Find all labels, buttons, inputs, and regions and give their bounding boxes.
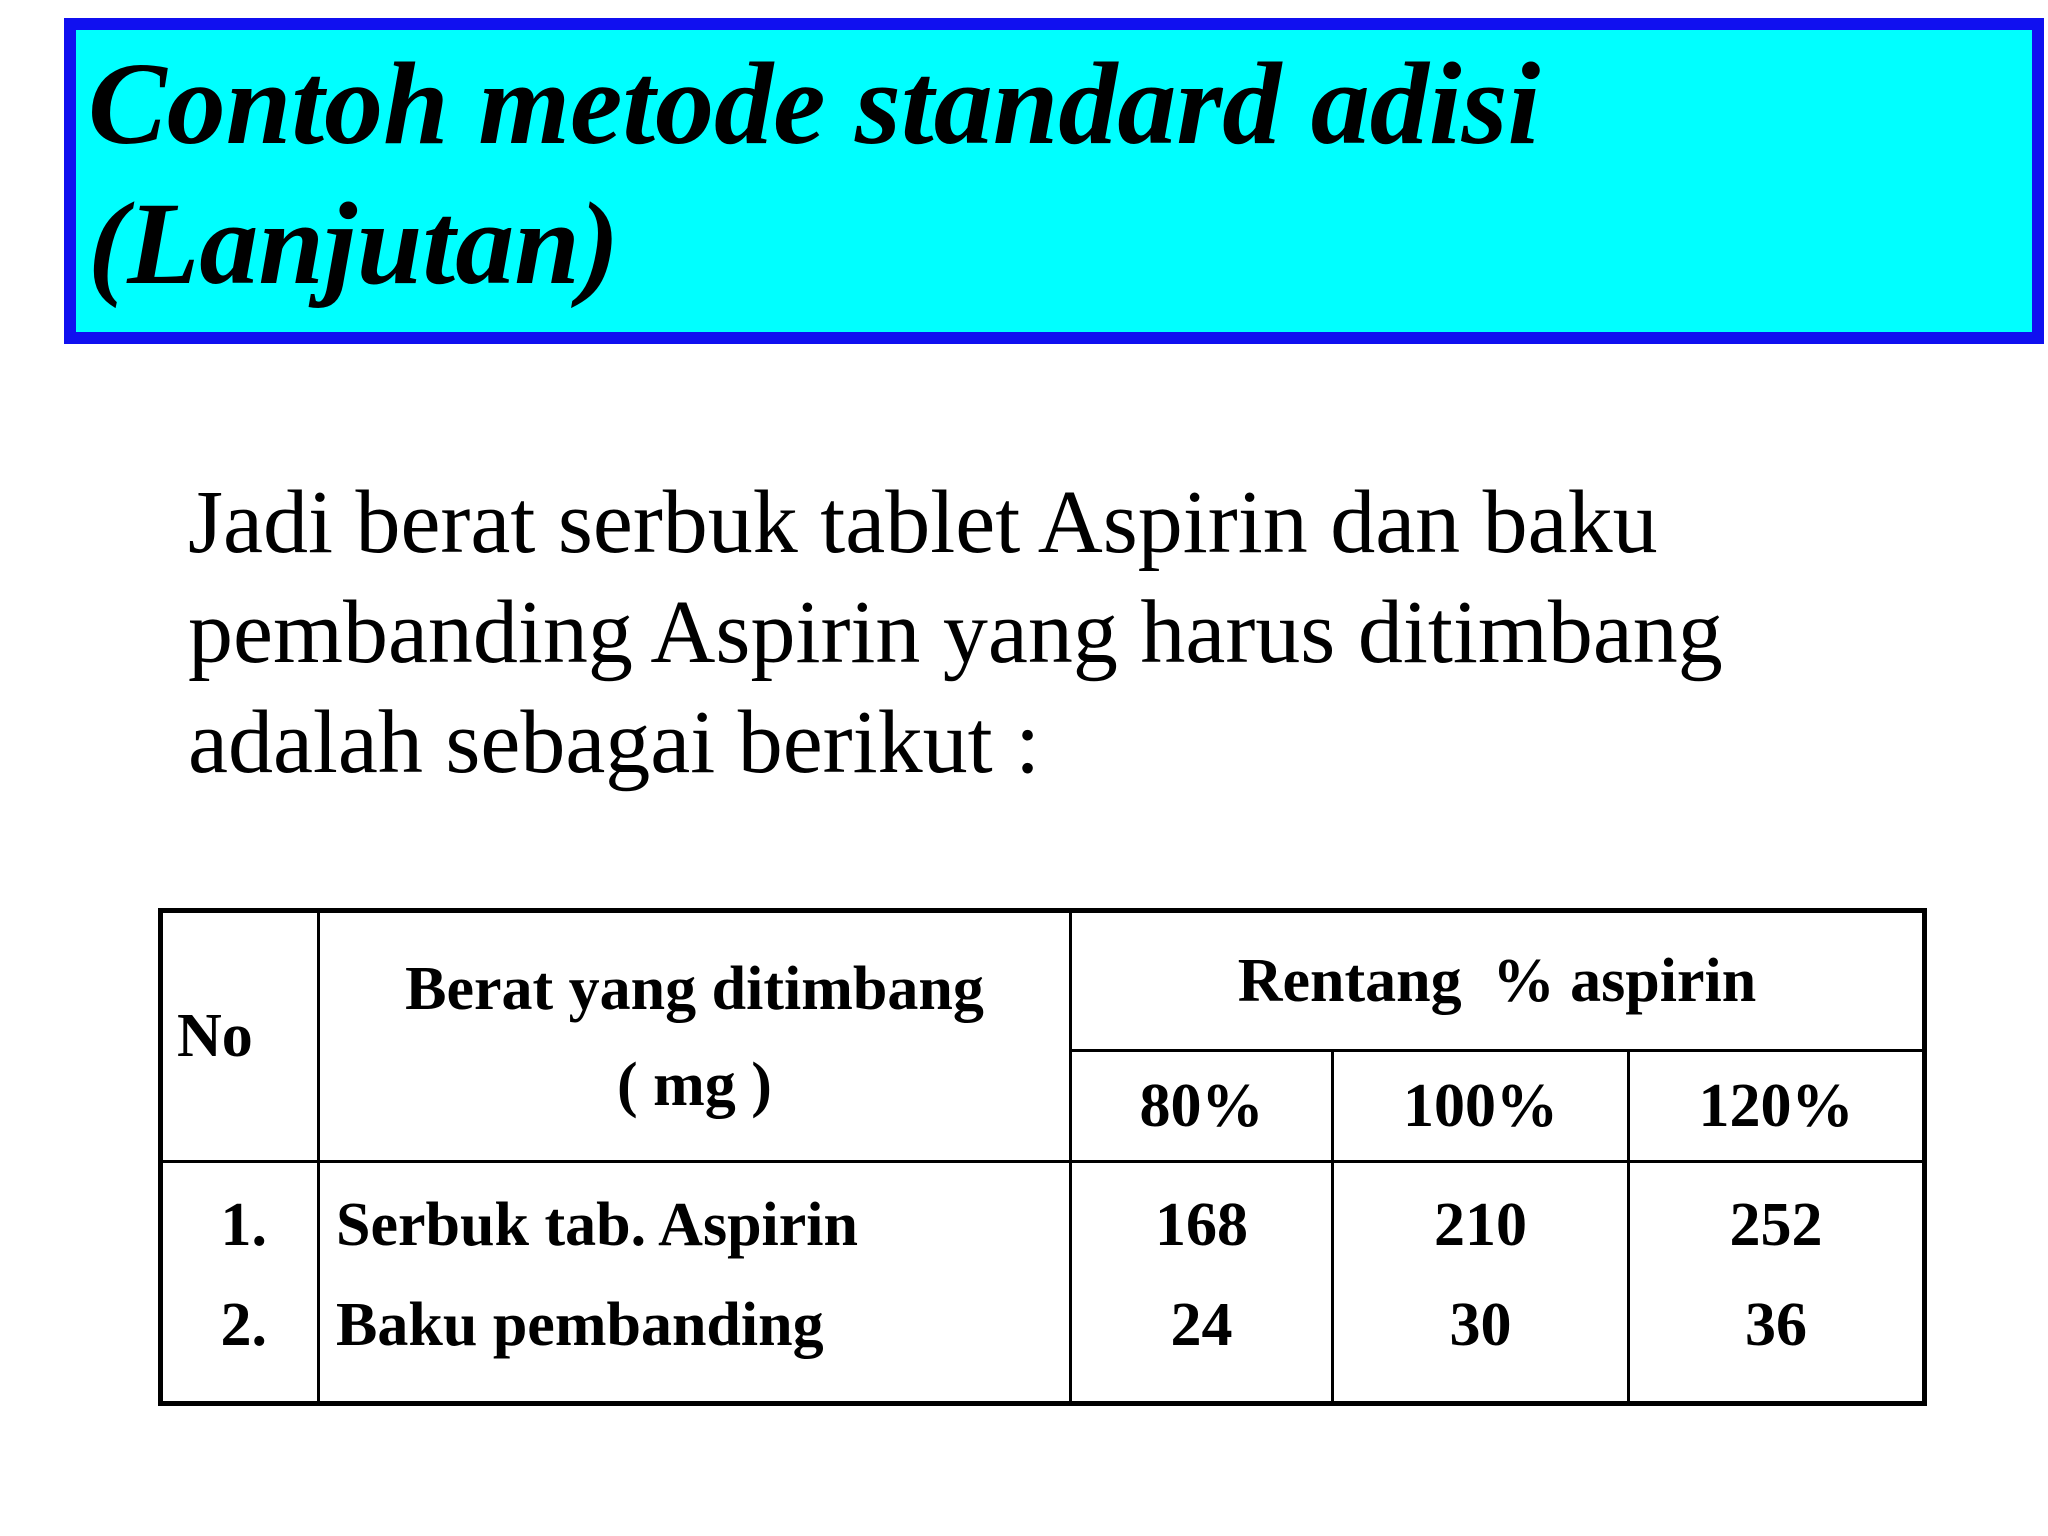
table-cell: 36 xyxy=(1745,1291,1807,1359)
table-cell: 2. xyxy=(220,1291,267,1359)
header-weight-line-2: ( mg ) xyxy=(617,1050,772,1119)
header-weight xyxy=(319,911,1071,1162)
cell-p100 xyxy=(1333,1162,1629,1404)
cell-item xyxy=(319,1162,1071,1404)
cell-no xyxy=(161,1162,319,1404)
table-cell: 1. xyxy=(220,1191,267,1259)
table-cell: 168 xyxy=(1155,1191,1248,1259)
slide-title-line-2: (Lanjutan) xyxy=(88,178,620,309)
slide-title-line-1: Contoh metode standard adisi xyxy=(88,38,1541,169)
table-body-row xyxy=(161,1162,1925,1404)
body-line-3: adalah sebagai berikut : xyxy=(188,693,1041,792)
table-header-row xyxy=(161,911,1925,1051)
header-weight-line-1: Berat yang ditimbang xyxy=(405,954,984,1023)
table-cell: 210 xyxy=(1434,1191,1527,1259)
body-line-1: Jadi berat serbuk tablet Aspirin dan baku xyxy=(188,473,1658,572)
header-pct-120: 120% xyxy=(1629,1051,1925,1162)
body-paragraph xyxy=(188,468,1988,798)
header-no: No xyxy=(161,911,319,1162)
table-cell: Baku pembanding xyxy=(336,1291,824,1359)
body-line-2: pembanding Aspirin yang harus ditimbang xyxy=(188,583,1723,682)
cell-p80 xyxy=(1071,1162,1333,1404)
header-range: Rentang % aspirin xyxy=(1071,911,1925,1051)
header-pct-80: 80% xyxy=(1071,1051,1333,1162)
weighing-table xyxy=(158,908,1927,1406)
slide-title xyxy=(88,34,1540,314)
cell-p120 xyxy=(1629,1162,1925,1404)
table-cell: 30 xyxy=(1449,1291,1512,1359)
table-cell: 24 xyxy=(1170,1291,1233,1359)
header-pct-100: 100% xyxy=(1333,1051,1629,1162)
table-cell: 252 xyxy=(1729,1191,1823,1259)
table-cell: Serbuk tab. Aspirin xyxy=(336,1191,859,1259)
